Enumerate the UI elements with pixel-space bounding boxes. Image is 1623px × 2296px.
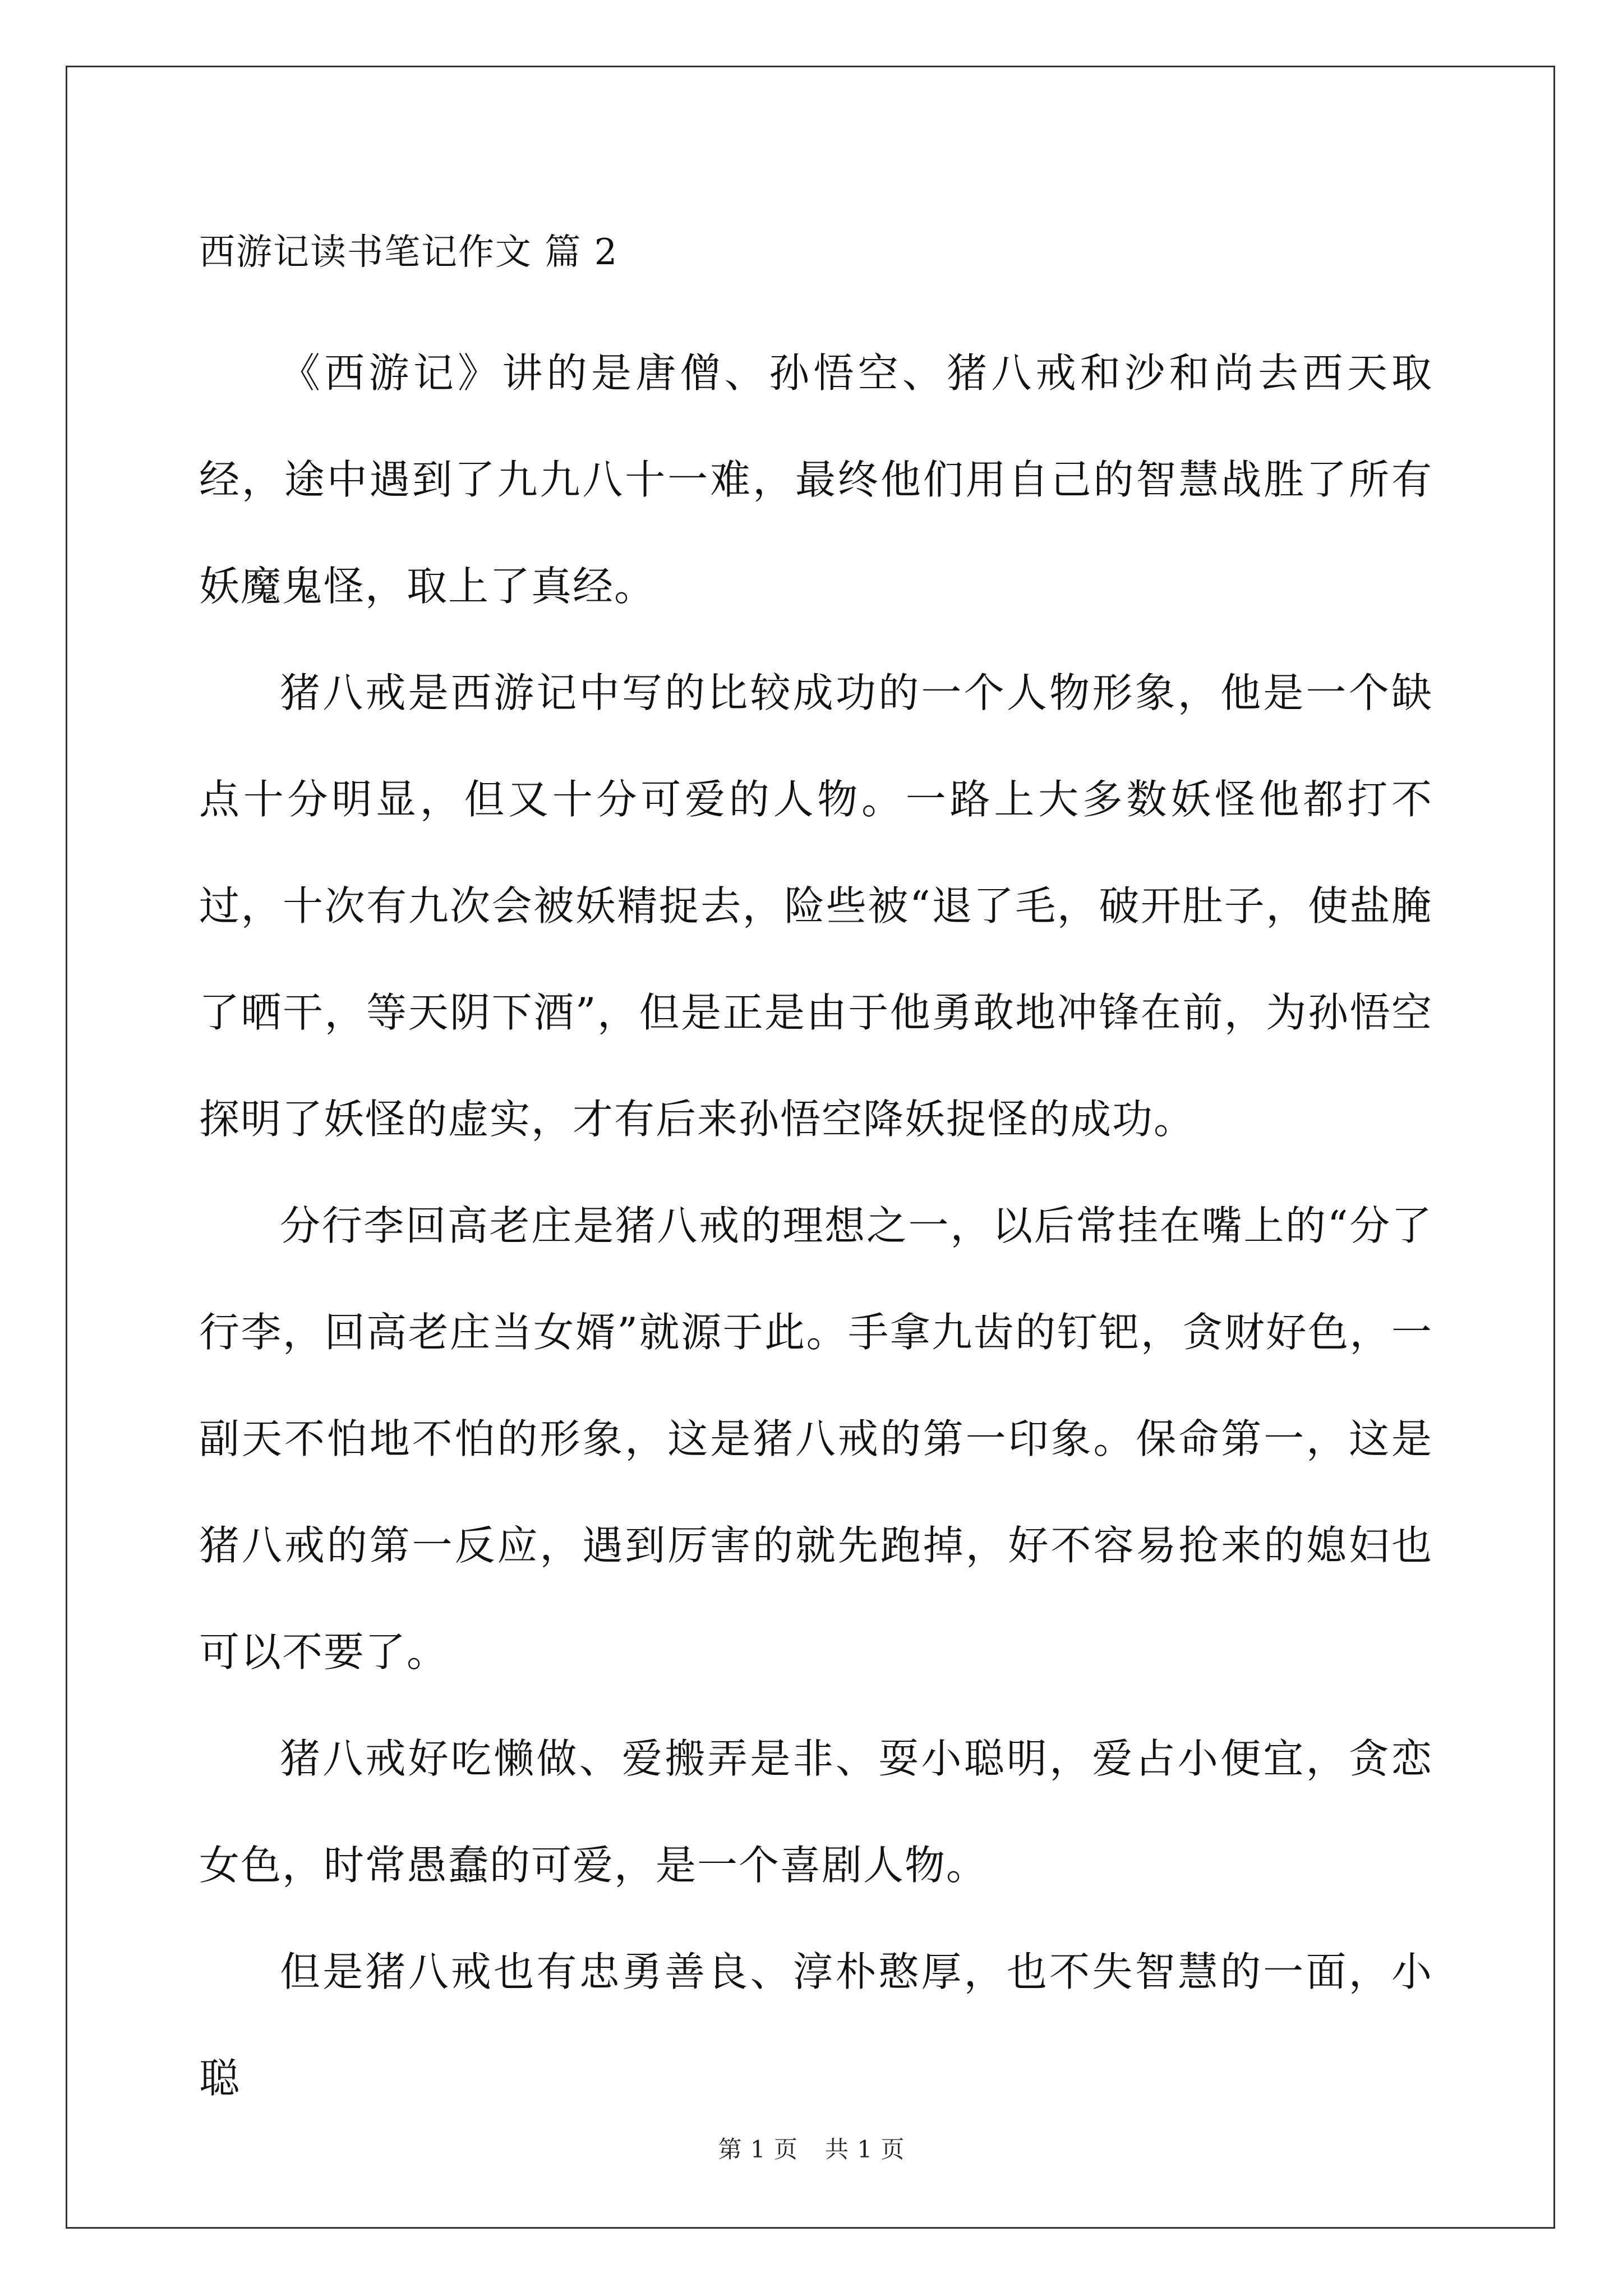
- page-footer: [0, 2133, 1623, 2166]
- paragraph: 但是猪八戒也有忠勇善良、淳朴憨厚，也不失智慧的一面，小聪: [199, 1948, 1433, 2102]
- page-total: 共 1 页: [825, 2136, 905, 2163]
- document-body: [199, 224, 1433, 2132]
- page-number: 第 1 页: [718, 2136, 798, 2163]
- paragraph: 猪八戒是西游记中写的比较成功的一个人物形象，他是一个缺点十分明显，但又十分可爱的人物。一路上大多数妖怪他都打不过，十次有九次会被妖精捉去，险些被“退了毛，破开肚子，使盐腌了晒干，等天阴下酒”，但是正是由于他勇敢地冲锋在前，为孙悟空探明了妖怪的虚实，才有后来孙悟空降妖捉怪的成功。: [199, 669, 1433, 1143]
- paragraph: 猪八戒好吃懒做、爱搬弄是非、耍小聪明，爱占小便宜，贪恋女色，时常愚蠢的可爱，是一个喜剧人物。: [199, 1735, 1433, 1889]
- paragraph: 《西游记》讲的是唐僧、孙悟空、猪八戒和沙和尚去西天取经，途中遇到了九九八十一难，最终他们用自己的智慧战胜了所有妖魔鬼怪，取上了真经。: [199, 349, 1433, 610]
- paragraph: 分行李回高老庄是猪八戒的理想之一，以后常挂在嘴上的“分了行李，回高老庄当女婿”就源于此。手拿九齿的钉钯，贪财好色，一副天不怕地不怕的形象，这是猪八戒的第一印象。保命第一，这是猪八戒的第一反应，遇到厉害的就先跑掉，好不容易抢来的媳妇也可以不要了。: [199, 1202, 1433, 1676]
- document-title: 西游记读书笔记作文 篇 2: [199, 232, 619, 273]
